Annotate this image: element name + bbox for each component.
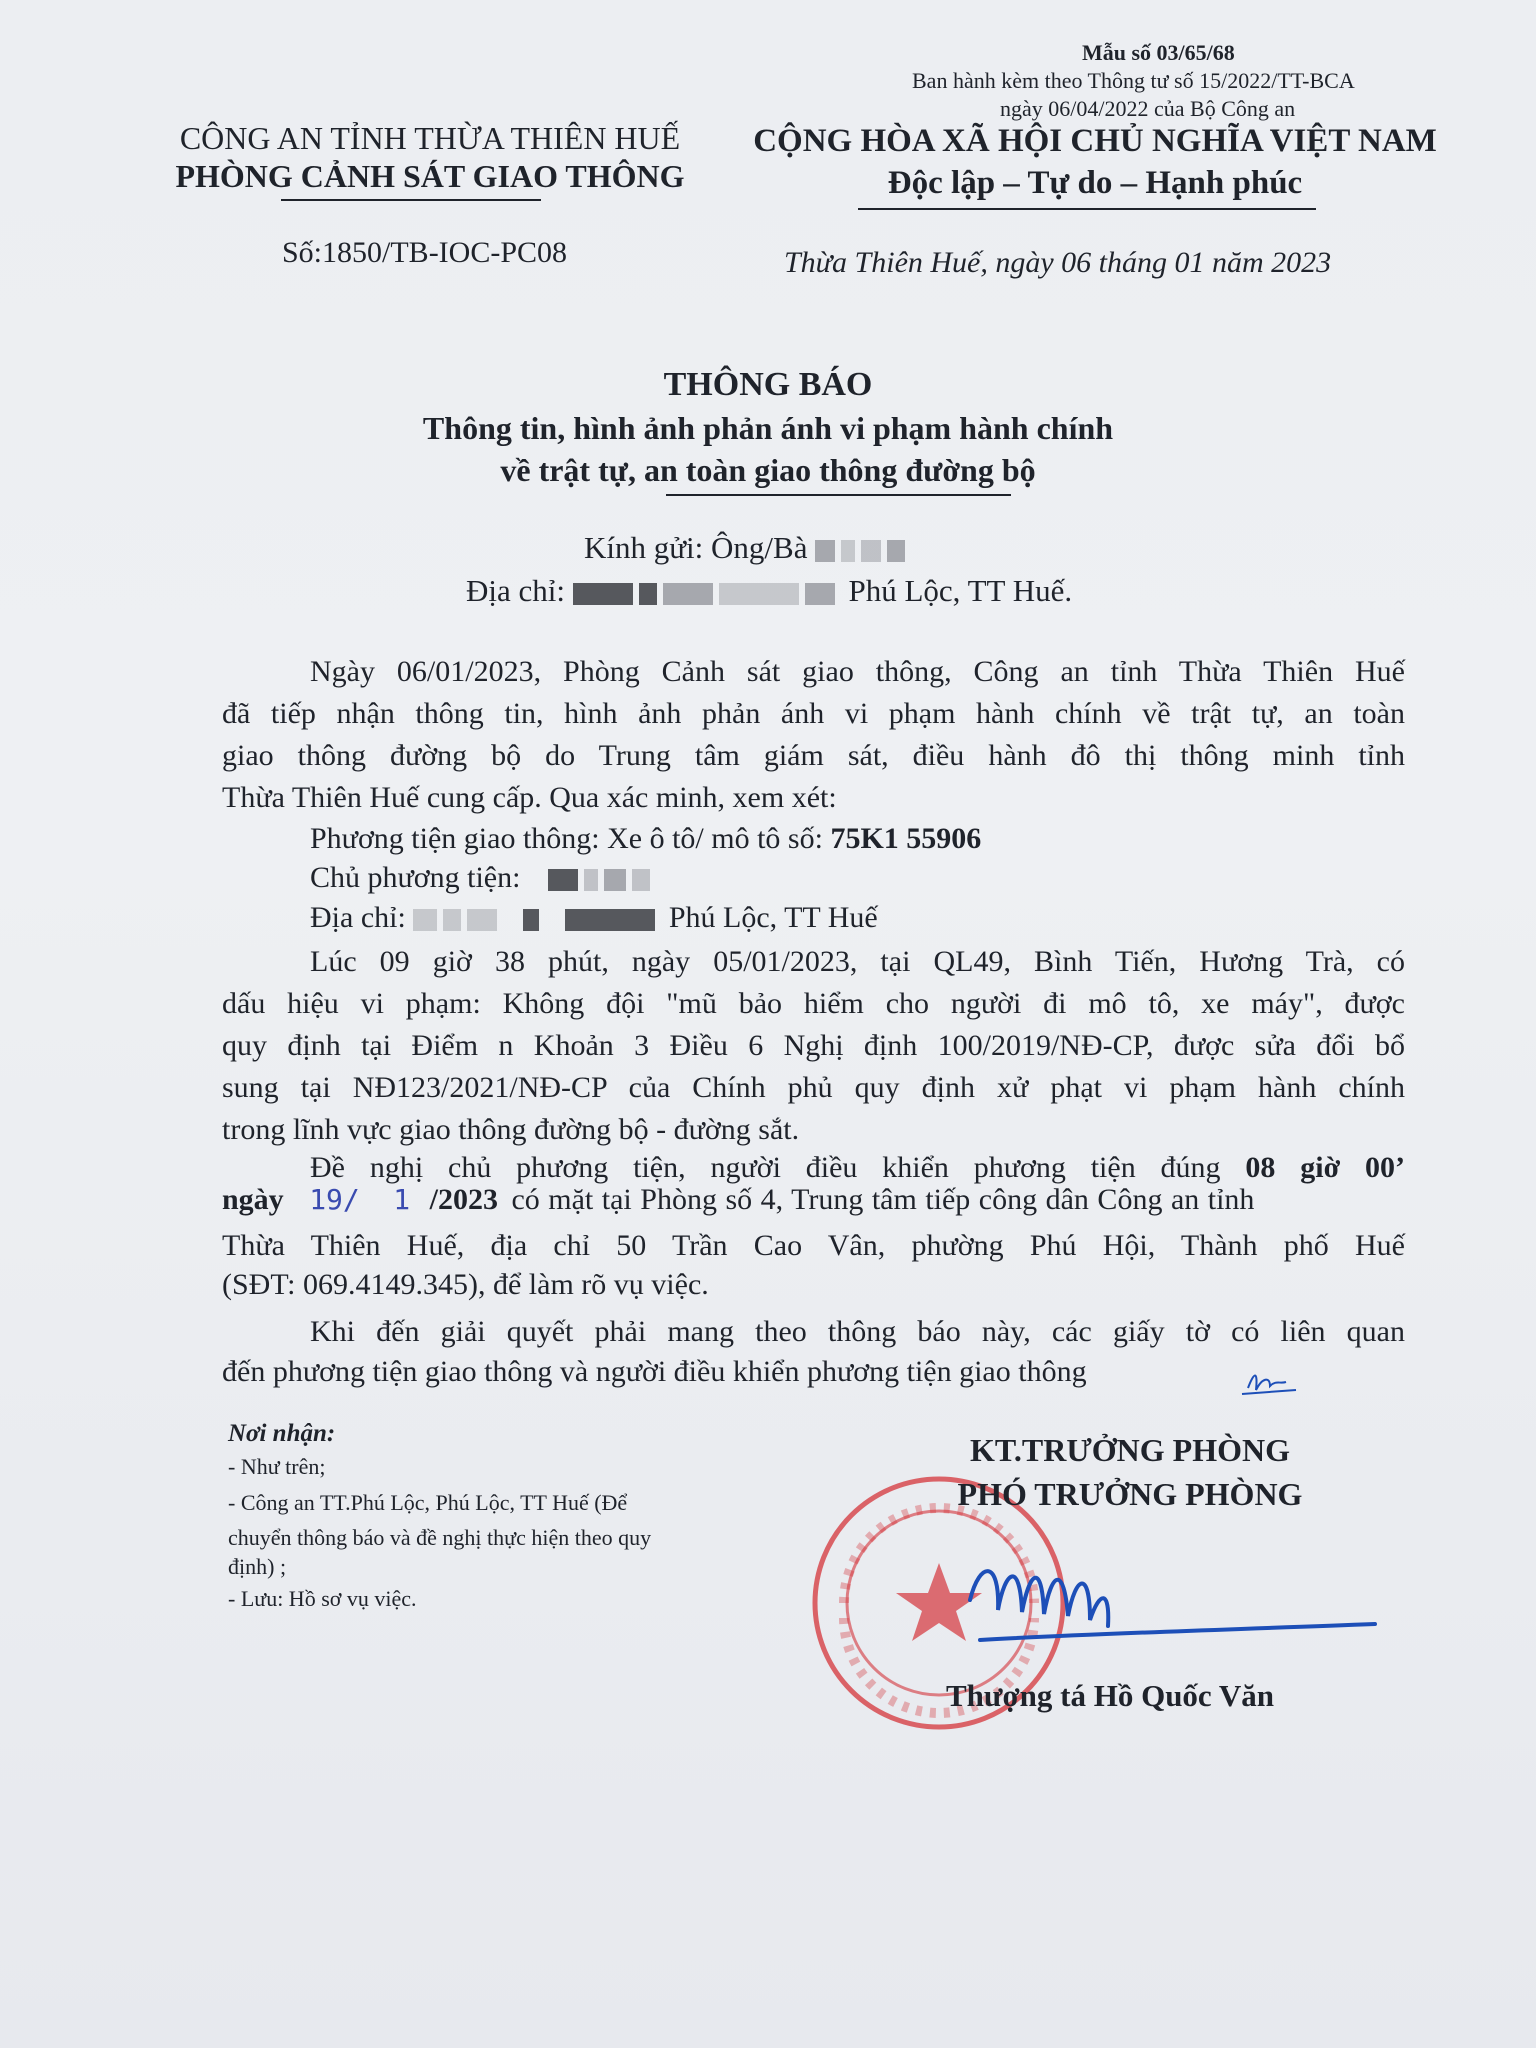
redacted-address <box>573 583 633 605</box>
owner-address-line <box>310 898 878 938</box>
redacted-owner-address <box>413 909 437 931</box>
issuer-line2: PHÒNG CẢNH SÁT GIAO THÔNG <box>175 158 685 194</box>
closing-line2: đến phương tiện giao thông và người điều khiển phương tiện giao thông <box>222 1355 1087 1388</box>
request-line2 <box>222 1180 1405 1220</box>
issuer-line1: CÔNG AN TỈNH THỪA THIÊN HUẾ <box>179 120 681 156</box>
owner-label: Chủ phương tiện: <box>310 861 521 894</box>
receiver-item2c: định) ; <box>228 1554 287 1579</box>
redacted-owner <box>584 869 598 891</box>
signer-title1: KT.TRƯỞNG PHÒNG <box>970 1432 1290 1468</box>
request-line2-tail: có mặt tại Phòng số 4, Trung tâm tiếp công dân Công an tỉnh <box>511 1183 1255 1216</box>
redacted-owner <box>604 869 626 891</box>
redacted-address <box>719 583 799 605</box>
redacted-name <box>815 540 835 562</box>
handwritten-day: 19/ <box>309 1183 360 1216</box>
handwritten-signature <box>960 1530 1380 1660</box>
form-issued-with: Ban hành kèm theo Thông tư số 15/2022/TT-BCA <box>912 68 1355 93</box>
address-tail: Phú Lộc, TT Huế. <box>848 573 1073 608</box>
appointment-day-label: ngày <box>222 1183 284 1216</box>
initials-mark <box>1240 1360 1300 1400</box>
receiver-item1: - Như trên; <box>228 1454 326 1479</box>
request-line4: (SĐT: 069.4149.345), để làm rõ vụ việc. <box>222 1268 709 1301</box>
redacted-owner <box>548 869 578 891</box>
appointment-time: 08 giờ 00’ <box>1245 1151 1406 1184</box>
redacted-address <box>663 583 713 605</box>
motto-underline <box>858 208 1316 210</box>
receiver-item3: - Lưu: Hồ sơ vụ việc. <box>228 1586 417 1611</box>
redacted-address <box>805 583 835 605</box>
violation-line1: Lúc 09 giờ 38 phút, ngày 05/01/2023, tại QL49, Bình Tiến, Hương Trà, có <box>310 945 1405 978</box>
owner-address-label: Địa chỉ: <box>310 901 406 934</box>
form-number: Mẫu số 03/65/68 <box>1082 40 1235 65</box>
form-issued-date: ngày 06/04/2022 của Bộ Công an <box>1000 96 1296 121</box>
title-sub2: về trật tự, an toàn giao thông đường bộ <box>500 452 1036 488</box>
receiver-item2a: - Công an TT.Phú Lộc, Phú Lộc, TT Huế (Để <box>228 1490 628 1515</box>
document-number: Số:1850/TB-IOC-PC08 <box>282 236 568 269</box>
redacted-address <box>639 583 657 605</box>
appointment-year: /2023 <box>429 1183 498 1216</box>
redacted-owner-address <box>443 909 461 931</box>
receivers-heading: Nơi nhận: <box>228 1420 336 1447</box>
redacted-owner-address <box>523 909 539 931</box>
vehicle-label: Phương tiện giao thông: Xe ô tô/ mô tô số: <box>310 822 823 855</box>
request-line3: Thừa Thiên Huế, địa chỉ 50 Trần Cao Vân, phường Phú Hội, Thành phố Huế <box>222 1229 1405 1262</box>
closing-line1: Khi đến giải quyết phải mang theo thông báo này, các giấy tờ có liên quan <box>310 1315 1405 1348</box>
recipient-address <box>466 573 1072 609</box>
place-date: Thừa Thiên Huế, ngày 06 tháng 01 năm 2023 <box>784 246 1332 279</box>
license-plate: 75K1 55906 <box>830 822 982 855</box>
issuer-underline <box>281 199 541 201</box>
redacted-name <box>841 540 855 562</box>
state-title: CỘNG HÒA XÃ HỘI CHỦ NGHĨA VIỆT NAM <box>753 123 1437 159</box>
violation-line5: trong lĩnh vực giao thông đường bộ - đường sắt. <box>222 1113 800 1146</box>
vehicle-line <box>310 819 981 859</box>
page-title: THÔNG BÁO <box>663 366 873 403</box>
owner-address-tail: Phú Lộc, TT Huế <box>668 901 878 934</box>
para1-line2: đã tiếp nhận thông tin, hình ảnh phản ánh vi phạm hành chính về trật tự, an toàn <box>222 697 1405 730</box>
request-text: Đề nghị chủ phương tiện, người điều khiển phương tiện đúng <box>310 1151 1221 1184</box>
state-motto: Độc lập – Tự do – Hạnh phúc <box>887 165 1303 201</box>
handwritten-month: 1 <box>393 1183 411 1216</box>
para1-line4: Thừa Thiên Huế cung cấp. Qua xác minh, xem xét: <box>222 781 837 814</box>
para1-line1: Ngày 06/01/2023, Phòng Cảnh sát giao thông, Công an tỉnh Thừa Thiên Huế <box>310 655 1405 688</box>
greeting-label: Kính gửi: Ông/Bà <box>584 530 808 565</box>
recipient-greeting <box>584 530 911 566</box>
redacted-name <box>887 540 905 562</box>
redacted-name <box>861 540 881 562</box>
violation-line4: sung tại NĐ123/2021/NĐ-CP của Chính phủ quy định xử phạt vi phạm hành chính <box>222 1071 1405 1104</box>
signer-name: Thượng tá Hồ Quốc Văn <box>945 1678 1275 1713</box>
violation-line3: quy định tại Điểm n Khoản 3 Điều 6 Nghị định 100/2019/NĐ-CP, được sửa đổi bổ <box>222 1029 1405 1062</box>
signer-title2: PHÓ TRƯỞNG PHÒNG <box>957 1476 1303 1512</box>
para1-line3: giao thông đường bộ do Trung tâm giám sát, điều hành đô thị thông minh tỉnh <box>222 739 1405 772</box>
redacted-owner-address <box>565 909 655 931</box>
violation-line2: dấu hiệu vi phạm: Không đội "mũ bảo hiểm cho người đi mô tô, xe máy", được <box>222 987 1405 1020</box>
redacted-owner-address <box>467 909 497 931</box>
address-label: Địa chỉ: <box>466 573 565 608</box>
receiver-item2b: chuyển thông báo và đề nghị thực hiện theo quy <box>228 1525 652 1550</box>
owner-line <box>310 858 656 898</box>
title-sub1: Thông tin, hình ảnh phản ánh vi phạm hành chính <box>422 410 1114 446</box>
title-underline <box>666 494 1011 496</box>
redacted-owner <box>632 869 650 891</box>
